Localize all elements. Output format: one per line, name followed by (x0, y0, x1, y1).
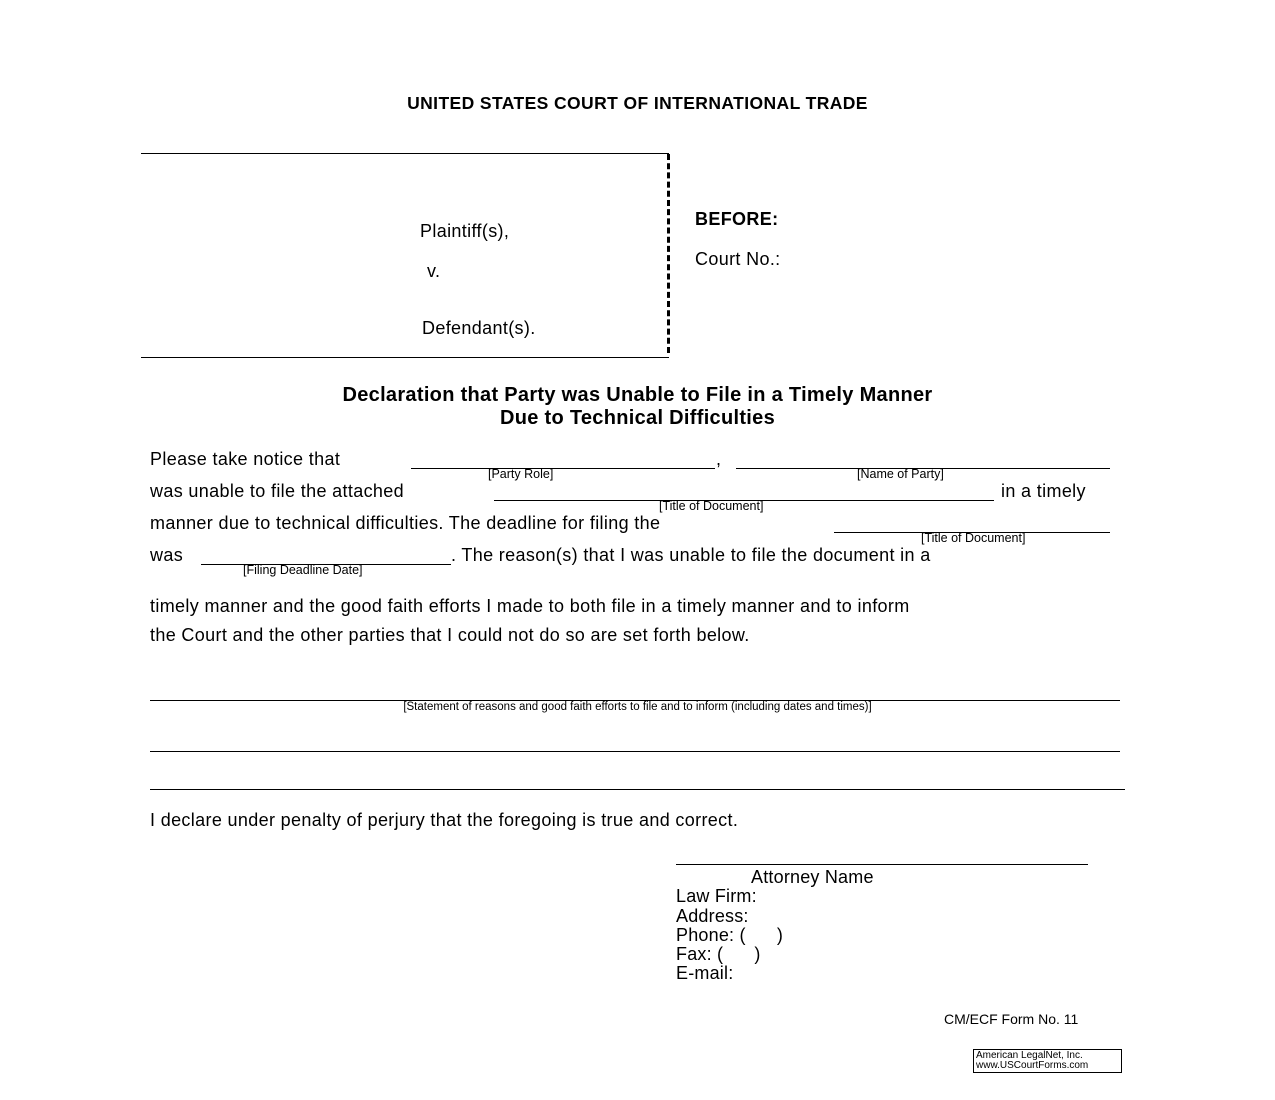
court-title: UNITED STATES COURT OF INTERNATIONAL TRADE (407, 93, 868, 113)
notice-text: Please take notice that (150, 449, 341, 469)
statement-line-2[interactable] (150, 751, 1120, 752)
reason-text: . The reason(s) that I was unable to file the document in a (451, 545, 931, 565)
fax-label: Fax: ( ) (676, 944, 761, 964)
before-label: BEFORE: (695, 209, 779, 229)
was-text: was (150, 545, 184, 565)
statement-line-3[interactable] (150, 789, 1125, 790)
defendant-label: Defendant(s). (422, 318, 536, 338)
caption-top-rule (141, 153, 669, 154)
email-label: E-mail: (676, 963, 734, 983)
court-number-label: Court No.: (695, 249, 781, 269)
title-of-document-label-2: [Title of Document] (921, 531, 1026, 545)
paragraph-line2: the Court and the other parties that I could not do so are set forth below. (150, 625, 750, 645)
declaration-heading-line1: Declaration that Party was Unable to File in a Timely Manner (342, 384, 933, 406)
stamp-line2: www.USCourtForms.com (976, 1060, 1089, 1071)
signature-line[interactable] (676, 864, 1088, 865)
form-number: CM/ECF Form No. 11 (944, 1011, 1079, 1027)
law-firm-label: Law Firm: (676, 886, 757, 906)
deadline-text: manner due to technical difficulties. The deadline for filing the (150, 513, 661, 533)
name-of-party-label: [Name of Party] (857, 467, 944, 481)
paragraph-line1: timely manner and the good faith efforts I made to both file in a timely manner and to inform (150, 596, 910, 616)
stamp-line1: American LegalNet, Inc. (976, 1050, 1083, 1061)
party-role-label: [Party Role] (488, 467, 554, 481)
perjury-declaration: I declare under penalty of perjury that the foregoing is true and correct. (150, 810, 739, 830)
unable-to-file-text: was unable to file the attached (150, 481, 405, 501)
caption-bottom-rule (141, 357, 669, 358)
plaintiff-label: Plaintiff(s), (420, 221, 510, 241)
statement-label: [Statement of reasons and good faith efforts to file and to inform (including dates and times)] (403, 701, 872, 713)
party-role-blank[interactable] (411, 468, 715, 469)
timely-text: in a timely (1001, 481, 1086, 501)
title-of-document-label-1: [Title of Document] (659, 499, 764, 513)
attorney-name-label: Attorney Name (751, 867, 874, 887)
declaration-heading-line2: Due to Technical Difficulties (499, 407, 776, 429)
versus-label: v. (427, 261, 441, 281)
legalnet-stamp (973, 1049, 1122, 1073)
phone-label: Phone: ( ) (676, 925, 784, 945)
address-label: Address: (676, 906, 749, 926)
caption-divider (667, 154, 670, 353)
comma: , (716, 449, 722, 469)
filing-deadline-label: [Filing Deadline Date] (243, 563, 363, 577)
